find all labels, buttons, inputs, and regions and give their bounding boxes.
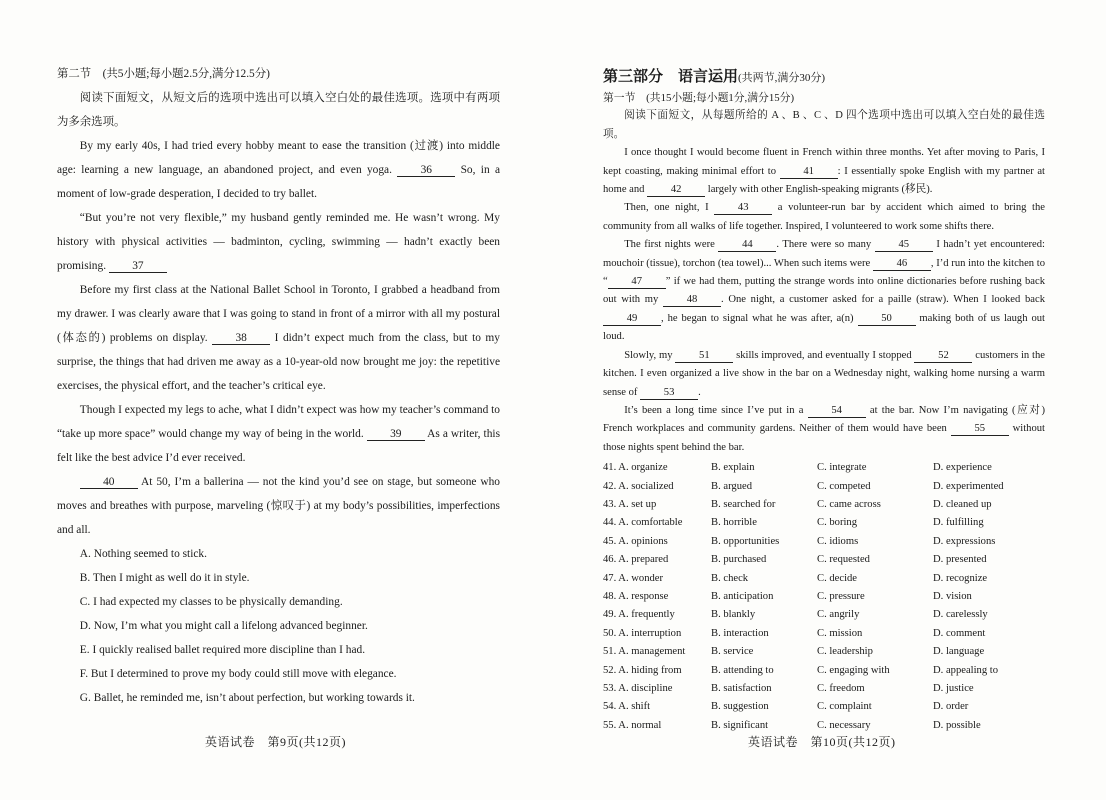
passage bbox=[603, 144, 1045, 457]
option-a: 46. A. prepared bbox=[603, 554, 669, 566]
option-c: C. angrily bbox=[817, 609, 860, 621]
answer-blank[interactable]: 49 bbox=[603, 313, 661, 326]
passage-text: making both of us laugh out loud. bbox=[603, 312, 1045, 343]
option-c: C. came across bbox=[817, 498, 881, 510]
answer-blank[interactable]: 42 bbox=[647, 184, 705, 197]
paragraph bbox=[603, 199, 1045, 236]
passage-text: At 50, I’m a ballerina — not the kind you’d see on stage, but someone who moves and breathes with purpose, marveling (惊叹于) at my body’s possibilities, imperfections and all. bbox=[57, 476, 500, 536]
option-b: B. explain bbox=[711, 462, 755, 474]
option-item: A. Nothing seemed to stick. bbox=[79, 548, 207, 560]
passage-text: I didn’t expect much from the class, but to my surprise, the things that had driven me away as a 10-year-old now brought me joy: the repetitive exercises, the physical effort, and the teacher’s critical eye. bbox=[57, 332, 500, 392]
option-b: B. satisfaction bbox=[711, 683, 772, 694]
option-b: B. significant bbox=[711, 719, 769, 731]
option-c: C. mission bbox=[817, 627, 863, 639]
paragraph bbox=[57, 398, 500, 470]
answer-blank[interactable]: 41 bbox=[780, 166, 838, 179]
option-b: B. interaction bbox=[711, 627, 769, 639]
option-item: G. Ballet, he reminded me, isn’t about perfection, but working towards it. bbox=[79, 692, 415, 704]
answer-blank[interactable]: 50 bbox=[858, 313, 916, 326]
answer-blank[interactable]: 43 bbox=[714, 202, 772, 215]
question-row bbox=[603, 496, 1045, 514]
option-c: C. leadership bbox=[817, 646, 873, 658]
answer-blank[interactable]: 38 bbox=[212, 332, 270, 345]
passage-text: . One night, a customer asked for a paille (straw). When I looked back bbox=[720, 294, 1045, 306]
option-d: D. presented bbox=[933, 554, 987, 566]
option-b: B. opportunities bbox=[711, 535, 780, 547]
paragraph bbox=[603, 402, 1045, 457]
option-c: C. competed bbox=[817, 480, 871, 492]
option-a: 49. A. frequently bbox=[603, 609, 675, 621]
answer-blank[interactable]: 54 bbox=[808, 405, 866, 418]
passage-text: at the bar. Now I’m navigating (应对) French workplaces and community gardens. Neither of them would have been bbox=[603, 404, 1046, 435]
option-d: D. comment bbox=[933, 627, 986, 639]
passage-text: It’s been a long time since I’ve put in a bbox=[624, 404, 808, 416]
passage-text: The first nights were bbox=[624, 239, 719, 251]
option-d: D. vision bbox=[933, 590, 972, 602]
paragraph bbox=[57, 206, 500, 278]
answer-blank[interactable]: 46 bbox=[873, 258, 931, 271]
paragraph bbox=[57, 278, 500, 398]
passage-text: customers in the kitchen. I even organized a live show in the bar on a Wednesday night, walking home nursing a warm sense of bbox=[603, 349, 1045, 398]
question-row bbox=[603, 643, 1045, 661]
option-b: B. suggestion bbox=[711, 701, 769, 713]
question-row bbox=[603, 698, 1045, 716]
question-row bbox=[603, 459, 1045, 477]
option-d: D. appealing to bbox=[933, 664, 999, 676]
option-item: D. Now, I’m what you might call a lifelong advanced beginner. bbox=[79, 620, 368, 632]
passage-text: “But you’re not very flexible,” my husband gently reminded me. He wasn’t wrong. My history with physical activities — badminton, cycling, swimming — hadn’t exactly been promising. bbox=[57, 212, 500, 272]
paragraph bbox=[603, 236, 1045, 346]
question-row bbox=[603, 478, 1045, 496]
passage-text: a volunteer-run bar by accident which aimed to bring the community from all walks of life together. Inspired, I volunteered to work some shifts there. bbox=[603, 202, 1045, 232]
passage-text: Slowly, my bbox=[624, 349, 676, 361]
option-d: D. language bbox=[933, 646, 985, 658]
paragraph bbox=[603, 144, 1045, 199]
paragraph bbox=[603, 347, 1045, 402]
paragraph bbox=[57, 134, 500, 206]
part-title bbox=[603, 66, 1045, 89]
option-a: 53. A. discipline bbox=[603, 683, 673, 694]
option-b: B. attending to bbox=[711, 664, 774, 676]
option-d: D. carelessly bbox=[933, 609, 988, 621]
question-row bbox=[603, 625, 1045, 643]
question-row bbox=[603, 551, 1045, 569]
passage-text: Then, one night, I bbox=[624, 202, 715, 214]
option-a: 43. A. set up bbox=[603, 498, 657, 510]
question-row bbox=[603, 514, 1045, 532]
option-a: 54. A. shift bbox=[603, 701, 651, 713]
passage-text: , I’d run into the kitchen to “ bbox=[603, 257, 1046, 288]
option-c: C. integrate bbox=[817, 462, 867, 474]
option-b: B. purchased bbox=[711, 554, 767, 566]
option-d: D. possible bbox=[933, 719, 981, 731]
options-table bbox=[603, 459, 1045, 735]
left-page bbox=[57, 62, 500, 710]
option-d: D. justice bbox=[933, 683, 974, 694]
option-c: C. requested bbox=[817, 554, 870, 566]
instructions: 阅读下面短文，从每题所给的 A 、B 、C 、D 四个选项中选出可以填入空白处的最佳选项。 bbox=[603, 110, 1045, 140]
option-c: C. boring bbox=[817, 517, 858, 529]
option-c: C. necessary bbox=[817, 719, 871, 731]
question-row bbox=[603, 606, 1045, 624]
option-b: B. argued bbox=[711, 480, 752, 492]
option-a: 45. A. opinions bbox=[603, 535, 668, 547]
option-b: B. blankly bbox=[711, 609, 756, 621]
option-b: B. searched for bbox=[711, 498, 776, 510]
instructions: 阅读下面短文，从短文后的选项中选出可以填入空白处的最佳选项。选项中有两项为多余选项。 bbox=[57, 92, 500, 128]
answer-blank[interactable]: 45 bbox=[875, 239, 933, 252]
passage-text: Before my first class at the National Ballet School in Toronto, I grabbed a headband from my drawer. I was clearly aware that I was going to stand in front of a mirror with all my postural (体态的) problems on display. bbox=[57, 284, 500, 344]
option-a: 52. A. hiding from bbox=[603, 664, 682, 676]
answer-blank[interactable]: 36 bbox=[397, 164, 455, 177]
paragraph bbox=[57, 470, 500, 542]
passage bbox=[57, 134, 500, 542]
passage-text: : I essentially spoke English with my partner at home and bbox=[603, 165, 1045, 196]
passage-text: I hadn’t yet encountered: mouchoir (tissue), torchon (tea towel)... When such items were bbox=[603, 239, 1045, 269]
passage-text: skills improved, and eventually I stopped bbox=[733, 349, 915, 361]
option-d: D. fulfilling bbox=[933, 517, 984, 529]
option-item: C. I had expected my classes to be physically demanding. bbox=[79, 596, 343, 608]
option-b: B. horrible bbox=[711, 517, 757, 529]
question-row bbox=[603, 662, 1045, 680]
option-d: D. recognize bbox=[933, 572, 988, 584]
part-title-text: 第三部分 语言运用 bbox=[603, 69, 739, 85]
option-a: 41. A. organize bbox=[603, 462, 668, 474]
passage-text: By my early 40s, I had tried every hobby meant to ease the transition (过渡) into middle age: learning a new language, an abandoned project, and even yoga. bbox=[57, 140, 500, 176]
option-d: D. experience bbox=[933, 462, 992, 474]
question-row bbox=[603, 570, 1045, 588]
page-footer: 英语试卷 第9页(共12页) bbox=[205, 735, 346, 749]
part-subtitle: (共两节,满分30分) bbox=[738, 72, 826, 84]
option-a: 51. A. management bbox=[603, 646, 686, 658]
passage-text: without those nights spent behind the bar. bbox=[603, 423, 1045, 453]
passage-text: , he began to signal what he was after, a(n) bbox=[661, 312, 858, 324]
answer-blank[interactable]: 47 bbox=[608, 276, 666, 289]
passage-text: Though I expected my legs to ache, what I didn’t expect was how my teacher’s command to “take up more space” would change my way of being in the world. bbox=[57, 404, 500, 440]
option-a: 55. A. normal bbox=[603, 719, 662, 731]
answer-blank[interactable]: 44 bbox=[718, 239, 776, 252]
option-b: B. anticipation bbox=[711, 590, 774, 602]
option-a: 47. A. wonder bbox=[603, 572, 664, 584]
option-a: 42. A. socialized bbox=[603, 480, 674, 492]
section-heading: 第一节 (共15小题;每小题1分,满分15分) bbox=[603, 92, 795, 104]
passage-text: . bbox=[698, 386, 701, 398]
option-item: B. Then I might as well do it in style. bbox=[79, 572, 250, 584]
question-row bbox=[603, 680, 1045, 698]
option-d: D. cleaned up bbox=[933, 498, 992, 510]
option-a: 48. A. response bbox=[603, 590, 669, 602]
answer-blank[interactable]: 39 bbox=[367, 428, 425, 441]
question-row bbox=[603, 588, 1045, 606]
answer-blank[interactable]: 48 bbox=[663, 294, 721, 307]
option-item: E. I quickly realised ballet required more discipline than I had. bbox=[79, 644, 366, 656]
option-b: B. service bbox=[711, 646, 754, 658]
answer-blank[interactable]: 37 bbox=[109, 260, 167, 273]
option-b: B. check bbox=[711, 572, 749, 584]
option-d: D. experimented bbox=[933, 480, 1004, 492]
passage-text: I once thought I would become fluent in French within three months. Yet after moving to Paris, I kept coasting, making minimal effort to bbox=[603, 147, 1045, 177]
option-c: C. pressure bbox=[817, 590, 865, 602]
answer-blank[interactable]: 55 bbox=[951, 423, 1009, 436]
option-item: F. But I determined to prove my body could still move with elegance. bbox=[79, 668, 397, 680]
passage-text: As a writer, this felt like the best advice I’d ever received. bbox=[57, 428, 500, 464]
passage-text: largely with other English-speaking migrants (移民). bbox=[705, 184, 933, 196]
option-c: C. freedom bbox=[817, 683, 865, 694]
answer-blank[interactable]: 52 bbox=[914, 350, 972, 363]
option-c: C. decide bbox=[817, 572, 858, 584]
right-page bbox=[603, 66, 1045, 735]
option-a: 50. A. interruption bbox=[603, 627, 682, 639]
section-heading: 第二节 (共5小题;每小题2.5分,满分12.5分) bbox=[57, 68, 270, 80]
options-list bbox=[57, 542, 500, 710]
option-c: C. complaint bbox=[817, 701, 872, 713]
option-d: D. order bbox=[933, 701, 969, 713]
question-row bbox=[603, 533, 1045, 551]
option-c: C. idioms bbox=[817, 535, 859, 547]
page-footer: 英语试卷 第10页(共12页) bbox=[748, 735, 896, 749]
option-c: C. engaging with bbox=[817, 664, 890, 676]
option-a: 44. A. comfortable bbox=[603, 517, 683, 529]
passage-text: So, in a moment of low-grade desperation, I decided to try ballet. bbox=[57, 164, 501, 200]
answer-blank[interactable]: 53 bbox=[640, 387, 698, 400]
passage-text: . There were so many bbox=[776, 239, 875, 251]
answer-blank[interactable]: 51 bbox=[675, 350, 733, 363]
answer-blank[interactable]: 40 bbox=[80, 476, 138, 489]
passage-text: ” if we had them, putting the strange words into online dictionaries before rushing back out with my bbox=[603, 276, 1045, 306]
option-d: D. expressions bbox=[933, 535, 996, 547]
